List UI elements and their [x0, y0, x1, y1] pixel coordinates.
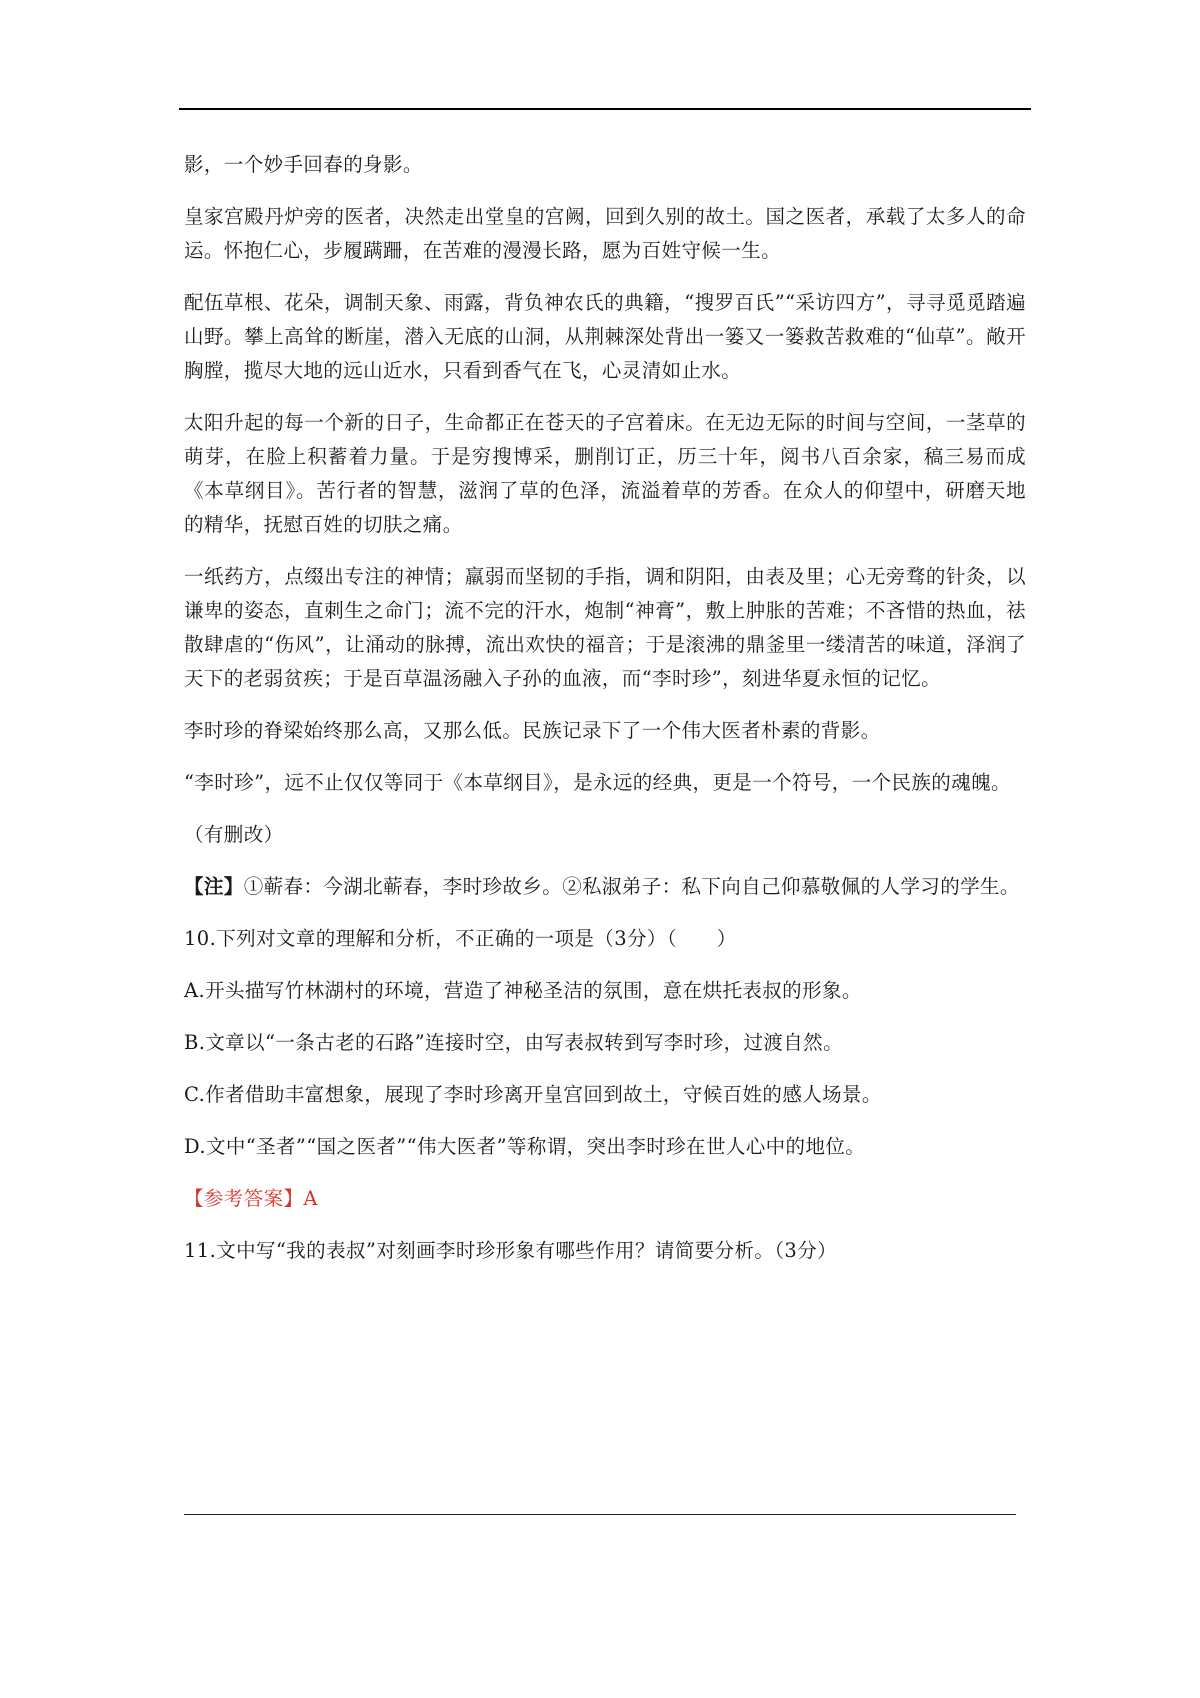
paragraph-6: 李时珍的脊梁始终那么高，又那么低。民族记录下了一个伟大医者朴素的背影。: [184, 719, 881, 742]
annotation-tag: 【注】: [184, 875, 244, 898]
paragraph-2: 皇家宫殿丹炉旁的医者，决然走出堂皇的宫阙，回到久别的故土。国之医者，承载了太多人的命运。怀抱仁心，步履蹒跚，在苦难的漫漫长路，愿为百姓守候一生。: [184, 205, 1026, 262]
answer-value: A: [303, 1187, 318, 1210]
header-rule: [179, 108, 1031, 110]
question-10-option-b: B.文章以“一条古老的石路”连接时空，由写表叔转到写李时珍，过渡自然。: [184, 1031, 843, 1054]
answer-label: 【参考答案】: [184, 1187, 304, 1210]
paragraph-5: 一纸药方，点缀出专注的神情；羸弱而坚韧的手指，调和阴阳，由表及里；心无旁骛的针灸，以谦卑的姿态，直刺生之命门；流不完的汗水，炮制“神膏”，敷上肿胀的苦难；不吝惜的热血，祛散肆虐的“伤风”，让涌动的脉搏，流出欢快的福音；于是滚沸的鼎釜里一缕清苦的味道，泽润了天下的老弱贫疾；于是百草温汤融入子孙的血液，而“李时珍”，刻进华夏永恒的记忆。: [184, 565, 1026, 690]
question-10-option-a: A.开头描写竹林湖村的环境，营造了神秘圣洁的氛围，意在烘托表叔的形象。: [184, 979, 862, 1002]
question-10-option-d: D.文中“圣者”“国之医者”“伟大医者”等称谓，突出李时珍在世人心中的地位。: [184, 1135, 866, 1158]
paragraph-4: 太阳升起的每一个新的日子，生命都正在苍天的子宫着床。在无边无际的时间与空间，一茎草的萌芽，在脸上积蓄着力量。于是穷搜博采，删削订正，历三十年，阅书八百余家，稿三易而成《本草纲目》。苦行者的智慧，滋润了草的色泽，流溢着草的芳香。在众人的仰望中，研磨天地的精华，抚慰百姓的切肤之痛。: [184, 411, 1026, 536]
paragraph-7: “李时珍”，远不止仅仅等同于《本草纲目》，是永远的经典，更是一个符号，一个民族的魂魄。: [184, 771, 1011, 794]
paragraph-1: 影，一个妙手回春的身影。: [184, 153, 423, 176]
source-note: （有删改）: [184, 823, 284, 846]
reference-answer: [184, 1182, 1026, 1216]
document-body: [184, 148, 1026, 1286]
annotation: [184, 870, 1026, 904]
paragraph-3: 配伍草根、花朵，调制天象、雨露，背负神农氏的典籍，“搜罗百氏”“采访四方”，寻寻觅觅踏遍山野。攀上高耸的断崖，潜入无底的山洞，从荆棘深处背出一篓又一篓救苦救难的“仙草”。敞开胸膛，揽尽大地的远山近水，只看到香气在飞，心灵清如止水。: [184, 291, 1026, 382]
question-10-option-c: C.作者借助丰富想象，展现了李时珍离开皇宫回到故土，守候百姓的感人场景。: [184, 1083, 882, 1106]
annotation-text: ①蕲春：今湖北蕲春，李时珍故乡。②私淑弟子：私下向自己仰慕敬佩的人学习的学生。: [243, 875, 1020, 898]
question-11-stem: 11.文中写“我的表叔”对刻画李时珍形象有哪些作用？请简要分析。（3分）: [184, 1239, 838, 1262]
question-10-stem: 10.下列对文章的理解和分析，不正确的一项是（3分）（ ）: [184, 927, 737, 950]
answer-blank-line: [184, 1514, 1016, 1515]
